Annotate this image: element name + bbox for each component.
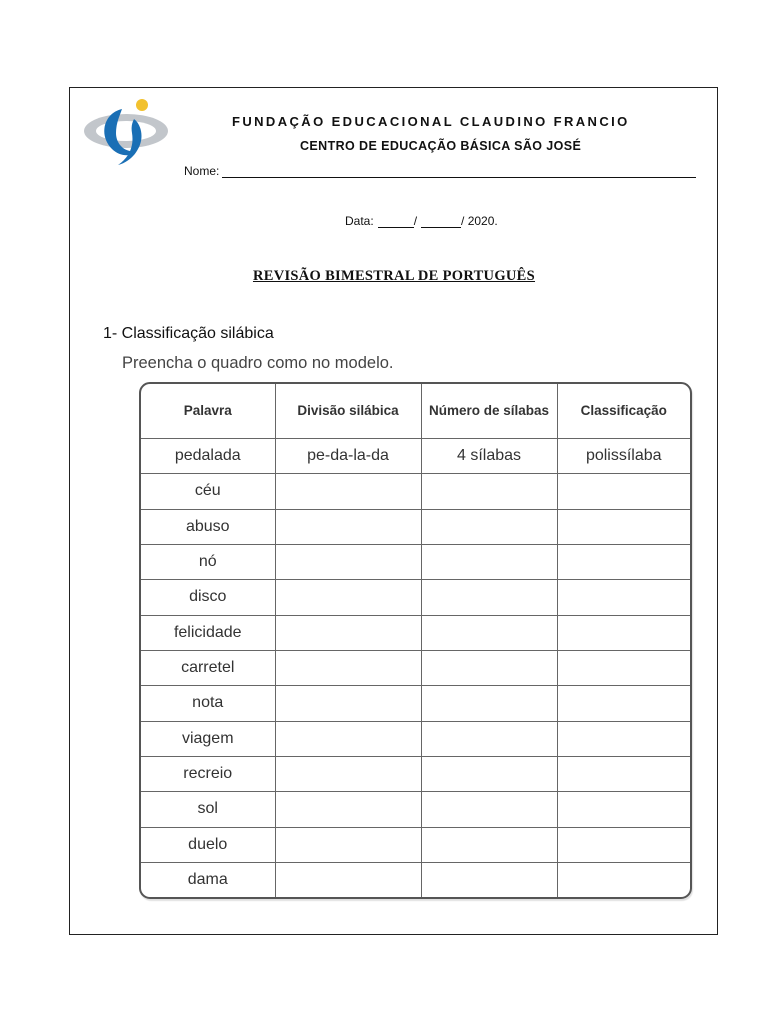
word-cell: viagem	[141, 721, 275, 756]
table-row	[141, 615, 690, 650]
document-title: REVISÃO BIMESTRAL DE PORTUGUÊS	[252, 268, 536, 284]
answer-cell[interactable]	[557, 827, 690, 862]
answer-cell[interactable]	[557, 474, 690, 509]
answer-cell[interactable]	[421, 721, 557, 756]
question-instruction: Preencha o quadro como no modelo.	[122, 354, 394, 372]
word-cell: duelo	[141, 827, 275, 862]
answer-cell[interactable]	[275, 615, 421, 650]
answer-cell[interactable]	[421, 544, 557, 579]
answer-cell[interactable]	[421, 756, 557, 791]
answer-cell[interactable]	[421, 580, 557, 615]
name-label: Nome:	[184, 164, 220, 178]
name-field[interactable]	[184, 164, 696, 178]
table-row	[141, 827, 690, 862]
answer-cell[interactable]	[275, 544, 421, 579]
answer-cell[interactable]	[275, 650, 421, 685]
answer-cell[interactable]	[275, 580, 421, 615]
table-row	[141, 721, 690, 756]
syllable-table	[139, 382, 692, 899]
table-header-row	[141, 384, 690, 439]
word-cell: dama	[141, 862, 275, 897]
answer-cell[interactable]	[557, 792, 690, 827]
answer-cell[interactable]	[421, 509, 557, 544]
table-row	[141, 862, 690, 897]
table-row	[141, 756, 690, 791]
column-header: Classificação	[557, 384, 690, 439]
column-header: Divisão silábica	[275, 384, 421, 439]
table-row	[141, 686, 690, 721]
table-row	[141, 439, 690, 474]
question-heading: 1- Classificação silábica	[103, 325, 274, 342]
word-cell: pedalada	[141, 439, 275, 474]
answer-cell[interactable]	[421, 686, 557, 721]
column-header: Número de sílabas	[421, 384, 557, 439]
answer-cell[interactable]	[557, 721, 690, 756]
answer-cell[interactable]	[421, 792, 557, 827]
month-blank-line[interactable]	[421, 216, 461, 228]
answer-cell[interactable]	[557, 650, 690, 685]
answer-cell[interactable]	[421, 615, 557, 650]
word-cell: abuso	[141, 509, 275, 544]
date-field[interactable]	[345, 214, 498, 228]
table-row	[141, 474, 690, 509]
answer-cell[interactable]	[557, 544, 690, 579]
date-separator: /	[413, 214, 418, 228]
answer-cell[interactable]	[275, 862, 421, 897]
answer-cell[interactable]	[421, 474, 557, 509]
word-cell: céu	[141, 474, 275, 509]
word-cell: nota	[141, 686, 275, 721]
school-logo-icon	[82, 95, 170, 167]
word-cell: carretel	[141, 650, 275, 685]
answer-cell[interactable]	[557, 509, 690, 544]
date-label: Data:	[345, 214, 374, 228]
answer-cell[interactable]	[557, 615, 690, 650]
example-answer-cell: polissílaba	[557, 439, 690, 474]
table-row	[141, 650, 690, 685]
school-name: CENTRO DE EDUCAÇÃO BÁSICA SÃO JOSÉ	[300, 139, 582, 153]
organization-name: FUNDAÇÃO EDUCACIONAL CLAUDINO FRANCIO	[232, 114, 630, 129]
answer-cell[interactable]	[275, 474, 421, 509]
example-answer-cell: 4 sílabas	[421, 439, 557, 474]
word-cell: recreio	[141, 756, 275, 791]
table-row	[141, 544, 690, 579]
answer-cell[interactable]	[275, 686, 421, 721]
table-row	[141, 580, 690, 615]
answer-cell[interactable]	[275, 756, 421, 791]
answer-cell[interactable]	[275, 509, 421, 544]
word-cell: disco	[141, 580, 275, 615]
answer-cell[interactable]	[421, 650, 557, 685]
date-year: / 2020.	[461, 214, 498, 228]
word-cell: sol	[141, 792, 275, 827]
answer-cell[interactable]	[557, 580, 690, 615]
column-header: Palavra	[141, 384, 275, 439]
example-answer-cell: pe-da-la-da	[275, 439, 421, 474]
name-blank-line[interactable]	[222, 165, 696, 178]
answer-cell[interactable]	[557, 862, 690, 897]
answer-cell[interactable]	[421, 827, 557, 862]
day-blank-line[interactable]	[378, 216, 414, 228]
answer-cell[interactable]	[557, 686, 690, 721]
answer-cell[interactable]	[275, 721, 421, 756]
answer-cell[interactable]	[275, 827, 421, 862]
table-row	[141, 509, 690, 544]
answer-cell[interactable]	[421, 862, 557, 897]
answer-cell[interactable]	[275, 792, 421, 827]
word-cell: nó	[141, 544, 275, 579]
table-row	[141, 792, 690, 827]
answer-cell[interactable]	[557, 756, 690, 791]
word-cell: felicidade	[141, 615, 275, 650]
